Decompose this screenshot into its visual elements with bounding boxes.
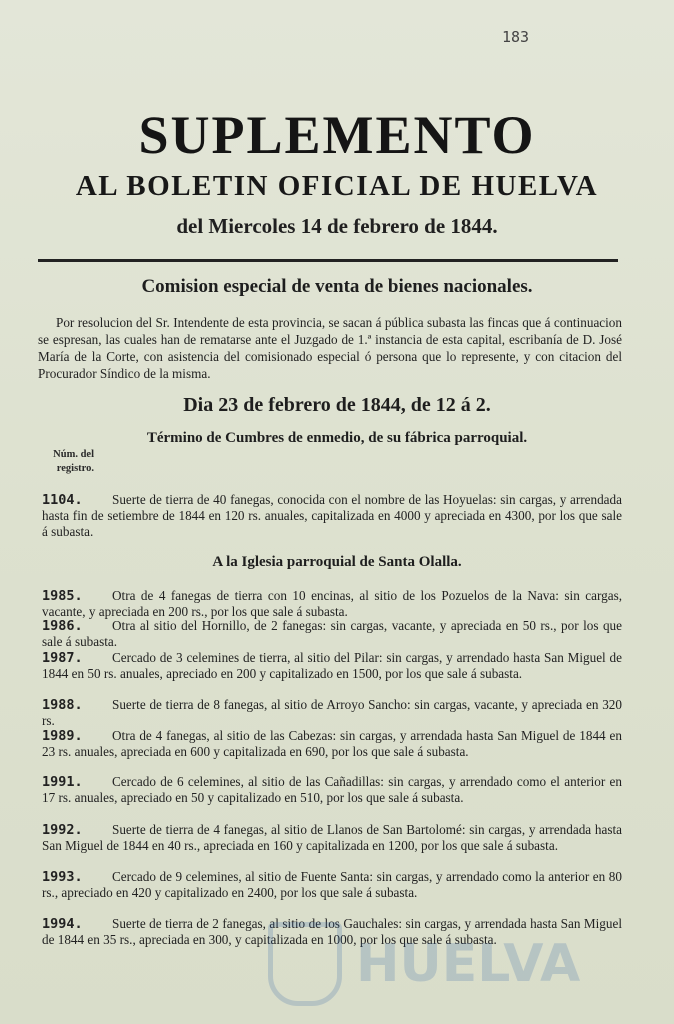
document-subtitle: AL BOLETIN OFICIAL DE HUELVA — [75, 170, 599, 202]
sale-date-heading: Dia 23 de febrero de 1844, de 12 á 2. — [183, 394, 491, 416]
page-number: 183 — [502, 28, 530, 46]
section-heading-cumbres: Término de Cumbres de enmedio, de su fábrica parroquial. — [146, 430, 528, 446]
registry-number: 1986. — [42, 618, 83, 634]
registry-number: 1992. — [42, 822, 83, 838]
seal-icon — [268, 922, 342, 1006]
intro-paragraph: Por resolucion del Sr. Intendente de esta provincia, se sacan á pública subasta las fincas que á continuacion se espresan, las cuales han de rematarse ante el Juzgado de 1.ª instancia de esta capital, escribanía de D. José María de la Corte, con asistencia del comisionado especial ó persona que lo represente, y con citacion del Procurador Síndico de la misma. — [38, 315, 622, 381]
entry-text: Suerte de tierra de 2 fanegas, al sitio de los Gauchales: sin cargas, y arrendada hasta San Miguel de 1844 en 35 rs., apreciada en 300, y capitalizada en 1000, por los que sale á subasta. — [42, 916, 622, 947]
registry-number: 1994. — [42, 916, 83, 932]
registry-number-header: Núm. del registro. — [53, 449, 94, 474]
issue-date: del Miercoles 14 de febrero de 1844. — [176, 214, 498, 238]
registry-number: 1988. — [42, 697, 83, 713]
entry-text: Cercado de 3 celemines de tierra, al sitio del Pilar: sin cargas, y arrendado hasta San Miguel de 1844 en 50 rs. anuales, apreciado en 200 y capitalizado en 1500, por los que sale á subasta. — [42, 650, 622, 681]
archive-watermark — [268, 924, 608, 1004]
entry-text: Suerte de tierra de 8 fanegas, al sitio de Arroyo Sancho: sin cargas, vacante, y apreciada en 320 rs. — [42, 697, 622, 728]
document-title: SUPLEMENTO — [138, 105, 536, 165]
registry-number: 1989. — [42, 728, 83, 744]
registry-number: 1991. — [42, 774, 83, 790]
header-divider — [38, 259, 618, 262]
commission-heading: Comision especial de venta de bienes nacionales. — [141, 276, 533, 297]
watermark-text: HUELVA — [356, 934, 581, 994]
list-item — [42, 728, 622, 760]
entry-text: Cercado de 9 celemines, al sitio de Fuente Santa: sin cargas, y arrendado como la anterior en 80 rs., apreciado en 420 y capitalizado en 2400, por los que sale á subasta. — [42, 869, 622, 900]
registry-number: 1987. — [42, 650, 83, 666]
list-item — [42, 618, 622, 650]
entry-text: Suerte de tierra de 40 fanegas, conocida con el nombre de las Hoyuelas: sin cargas, y arrendada hasta fin de setiembre de 1844 en 120 rs. anuales, capitalizada en 4000 y apreciada en 4300, por los que sale á subasta. — [42, 492, 622, 539]
section-heading-santa-olalla: A la Iglesia parroquial de Santa Olalla. — [212, 554, 462, 570]
registry-number: 1985. — [42, 588, 83, 604]
entry-text: Cercado de 6 celemines, al sitio de las Cañadillas: sin cargas, y arrendado como el anterior en 17 rs. anuales, apreciado en 50 y capitalizado en 510, por los que sale á subasta. — [42, 774, 622, 805]
entry-text: Suerte de tierra de 4 fanegas, al sitio de Llanos de San Bartolomé: sin cargas, y arrendada hasta San Miguel de 1844 en 40 rs., apreciada en 160 y capitalizada en 1200, por los que sale á subasta. — [42, 822, 622, 853]
entry-text: Otra de 4 fanegas de tierra con 10 encinas, al sitio de los Pozuelos de la Nava: sin cargas, vacante, y apreciada en 200 rs., por los que sale á subasta. — [42, 588, 622, 619]
list-item — [42, 588, 622, 620]
list-item — [42, 650, 622, 682]
registry-number: 1104. — [42, 492, 83, 508]
list-item — [42, 492, 622, 540]
list-item — [42, 697, 622, 729]
list-item — [42, 822, 622, 854]
list-item — [42, 774, 622, 806]
registry-number: 1993. — [42, 869, 83, 885]
list-item — [42, 869, 622, 901]
entry-text: Otra de 4 fanegas, al sitio de las Cabezas: sin cargas, y arrendada hasta San Miguel de 1844 en 23 rs. anuales, apreciada en 600 y capitalizada en 690, por los que sale á subasta. — [42, 728, 622, 759]
entry-text: Otra al sitio del Hornillo, de 2 fanegas: sin cargas, vacante, y apreciada en 50 rs., por los que sale á subasta. — [42, 618, 622, 649]
